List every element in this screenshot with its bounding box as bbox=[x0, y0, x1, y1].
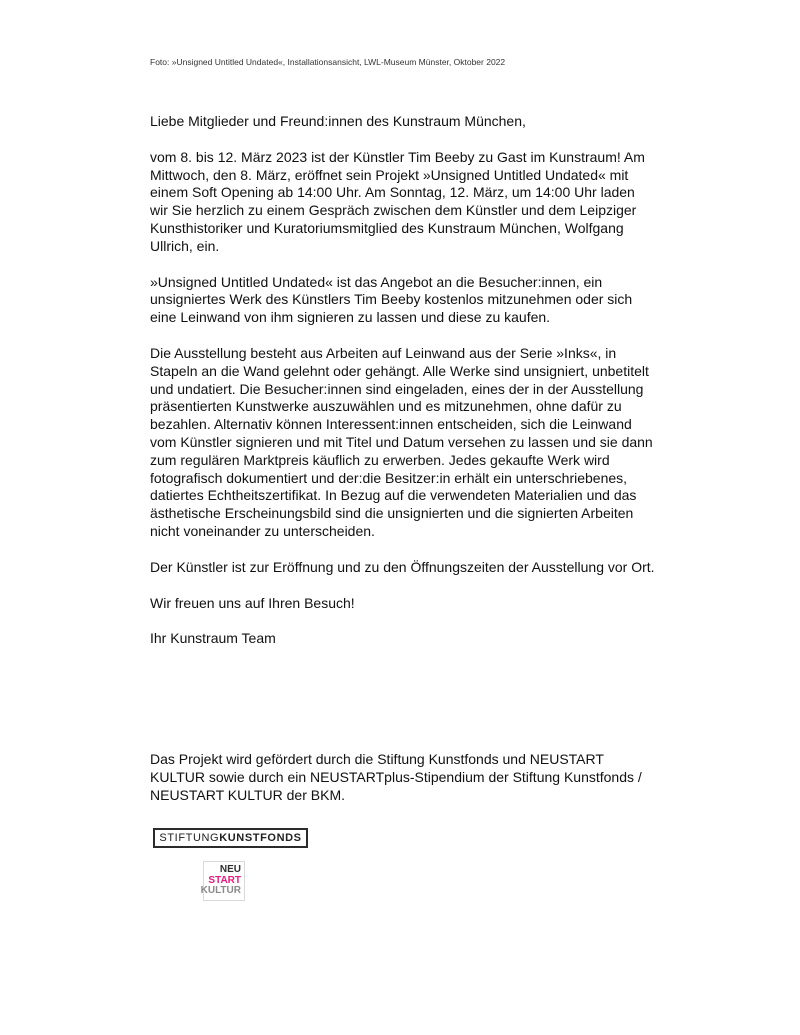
letter-body bbox=[150, 113, 655, 666]
logo-neu-text: NEU bbox=[219, 864, 241, 876]
logo-stiftung-text: STIFTUNG bbox=[159, 832, 220, 844]
photo-caption: Foto: »Unsigned Untitled Undated«, Installationsansicht, LWL-Museum Münster, Oktober 2022 bbox=[150, 57, 506, 67]
paragraph-exhibition: Die Ausstellung besteht aus Arbeiten auf Leinwand aus der Serie »Inks«, in Stapeln an die Wand gelehnt oder gehängt. Alle Werke sind unsigniert, unbetitelt und undatiert. Die Besucher:innen sind eingeladen, eines der in der Ausstellung präsentierten Kunstwerke auszuwählen und es mitzunehmen, ohne dafür zu bezahlen. Alternativ können Interessent:innen entscheiden, sich die Leinwand vom Künstler signieren und mit Titel und Datum versehen zu lassen und sie dann zum regulären Marktpreis käuflich zu erwerben. Jedes gekaufte Werk wird fotografisch dokumentiert und der:die Besitzer:in erhält ein unterschriebenes, datiertes Echtheitszertifikat. In Bezug auf die verwendeten Materialien und das ästhetische Erscheinungsbild sind die unsignierten und die signierten Arbeiten nicht voneinander zu unterscheiden. bbox=[150, 344, 653, 539]
closing-line: Wir freuen uns auf Ihren Besuch! bbox=[150, 594, 355, 611]
funding-note: Das Projekt wird gefördert durch die Stiftung Kunstfonds und NEUSTART KULTUR sowie durch ein NEUSTARTplus-Stipendium der Stiftung Kunstfonds / NEUSTART KULTUR der BKM. bbox=[150, 751, 642, 803]
paragraph-offer: »Unsigned Untitled Undated« ist das Angebot an die Besucher:innen, ein unsigniertes Werk des Künstlers Tim Beeby kostenlos mitzunehmen oder sich eine Leinwand von ihm signieren zu lassen und diese zu kaufen. bbox=[150, 273, 633, 326]
logo-start-text: START bbox=[208, 874, 241, 886]
stiftung-kunstfonds-logo bbox=[153, 828, 308, 848]
paragraph-artist-presence: Der Künstler ist zur Eröffnung und zu den Öffnungszeiten der Ausstellung vor Ort. bbox=[150, 558, 655, 575]
greeting: Liebe Mitglieder und Freund:innen des Kunstraum München, bbox=[150, 113, 526, 129]
neustart-kultur-logo bbox=[200, 861, 245, 901]
logo-kultur-text: KULTUR bbox=[200, 885, 241, 897]
paragraph-intro: vom 8. bis 12. März 2023 ist der Künstler Tim Beeby zu Gast im Kunstraum! Am Mittwoch, den 8. März, eröffnet sein Projekt »Unsigned Untitled Undated« mit einem Soft Opening ab 14:00 Uhr. Am Sonntag, 12. März, um 14:00 Uhr laden wir Sie herzlich zu einem Gespräch zwischen dem Künstler und dem Leipziger Kunsthistoriker und Kuratoriumsmitglied des Kunstraum München, Wolfgang Ullrich, ein. bbox=[150, 148, 645, 254]
signature: Ihr Kunstraum Team bbox=[150, 630, 276, 647]
logo-kunstfonds-text: KUNSTFONDS bbox=[219, 832, 302, 844]
